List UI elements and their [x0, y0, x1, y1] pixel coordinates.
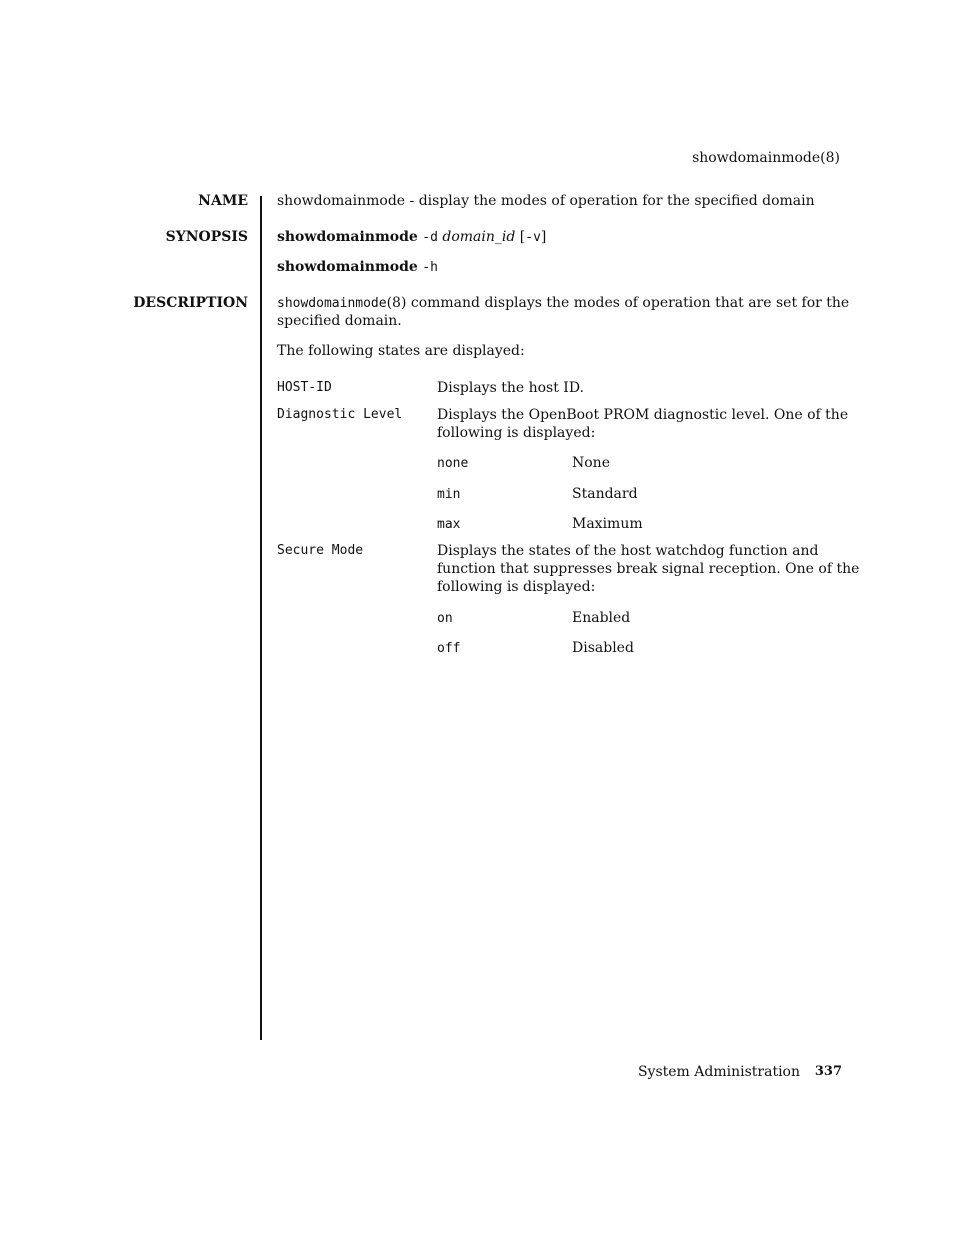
state-term-secure-mode: Secure Mode: [277, 543, 364, 558]
synopsis-line-1: [277, 228, 546, 247]
value-meaning: Disabled: [572, 640, 634, 656]
value-meaning: Enabled: [572, 610, 631, 626]
state-desc-diagnostic-level-1: Displays the OpenBoot PROM diagnostic level. One of the: [437, 407, 849, 423]
value-code: max: [437, 517, 461, 532]
state-desc-diagnostic-level-2: following is displayed:: [437, 425, 596, 441]
synopsis-line-2: [277, 258, 438, 277]
synopsis-bracket-open: [: [519, 229, 526, 245]
name-heading: NAME: [198, 193, 248, 209]
value-code: on: [437, 611, 453, 626]
description-para1-line1: [277, 294, 849, 313]
synopsis-command: showdomainmode: [277, 229, 418, 245]
footer-book-title: System Administration: [637, 1064, 800, 1080]
synopsis-heading: SYNOPSIS: [165, 229, 248, 245]
value-code: min: [437, 487, 461, 502]
description-command: showdomainmode: [277, 296, 387, 311]
value-code: off: [437, 641, 461, 656]
state-term-host-id: HOST-ID: [277, 380, 332, 395]
description-para1-rest: (8) command displays the modes of operation that are set for the: [386, 295, 850, 311]
state-desc-secure-mode-2: function that suppresses break signal reception. One of the: [437, 561, 860, 577]
value-code: none: [437, 456, 469, 471]
state-term-diagnostic-level: Diagnostic Level: [277, 407, 403, 422]
description-para2: The following states are displayed:: [277, 343, 525, 359]
value-meaning: None: [572, 455, 610, 471]
description-heading: DESCRIPTION: [133, 295, 248, 311]
synopsis-option-v: -v: [525, 230, 541, 245]
synopsis-bracket-close: ]: [540, 229, 547, 245]
value-meaning: Standard: [572, 486, 638, 502]
state-desc-secure-mode-3: following is displayed:: [437, 579, 596, 595]
section-rule: [260, 196, 262, 1040]
synopsis-command-2: showdomainmode: [277, 259, 418, 275]
synopsis-option-h: -h: [422, 260, 438, 275]
synopsis-arg: domain_id: [442, 229, 516, 245]
state-desc-secure-mode-1: Displays the states of the host watchdog function and: [437, 543, 819, 559]
running-header: showdomainmode(8): [692, 150, 840, 166]
state-desc-host-id: Displays the host ID.: [437, 380, 585, 396]
synopsis-option-d: -d: [422, 230, 438, 245]
description-para1-line2: specified domain.: [277, 313, 402, 329]
footer-page-number: 337: [814, 1064, 842, 1079]
value-meaning: Maximum: [572, 516, 643, 532]
name-text: showdomainmode - display the modes of operation for the specified domain: [277, 193, 815, 209]
